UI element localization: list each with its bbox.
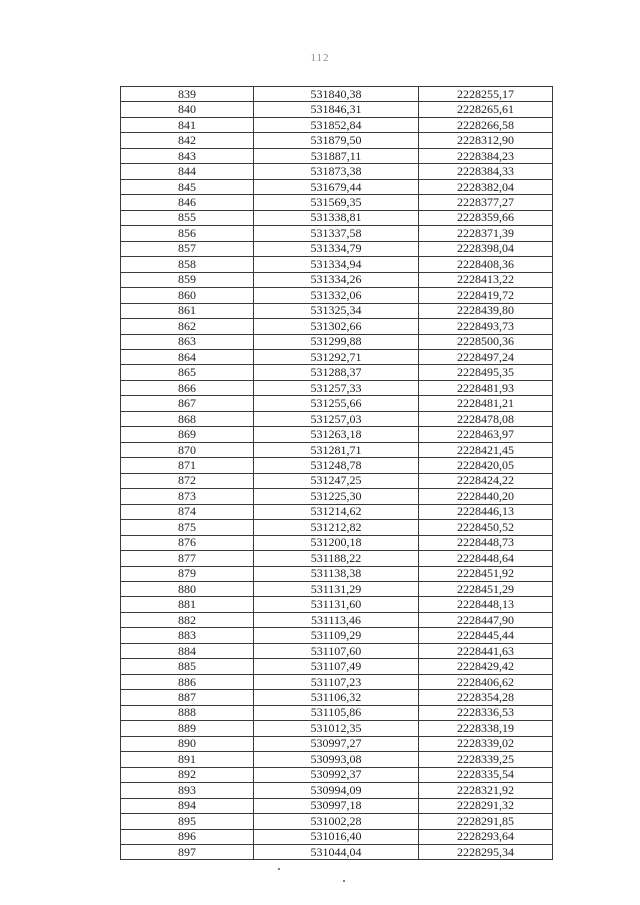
point-number-cell: 890 (121, 736, 254, 751)
y-coordinate-cell: 2228439,80 (419, 303, 553, 318)
x-coordinate-cell: 531113,46 (254, 612, 419, 627)
table-row (121, 257, 553, 272)
table-row (121, 319, 553, 334)
point-number-cell: 855 (121, 210, 254, 225)
y-coordinate-cell: 2228451,29 (419, 582, 553, 597)
y-coordinate-cell: 2228336,53 (419, 705, 553, 720)
table-row (121, 380, 553, 395)
x-coordinate-cell: 531334,94 (254, 257, 419, 272)
point-number-cell: 875 (121, 520, 254, 535)
y-coordinate-cell: 2228354,28 (419, 690, 553, 705)
table-row (121, 504, 553, 519)
table-row (121, 628, 553, 643)
point-number-cell: 886 (121, 674, 254, 689)
y-coordinate-cell: 2228293,64 (419, 829, 553, 844)
y-coordinate-cell: 2228493,73 (419, 319, 553, 334)
y-coordinate-cell: 2228440,20 (419, 489, 553, 504)
point-number-cell: 861 (121, 303, 254, 318)
x-coordinate-cell: 531107,49 (254, 659, 419, 674)
point-number-cell: 894 (121, 798, 254, 813)
point-number-cell: 843 (121, 148, 254, 163)
x-coordinate-cell: 531263,18 (254, 427, 419, 442)
table-row (121, 210, 553, 225)
y-coordinate-cell: 2228265,61 (419, 102, 553, 117)
y-coordinate-cell: 2228420,05 (419, 458, 553, 473)
point-number-cell: 871 (121, 458, 254, 473)
table-row (121, 179, 553, 194)
x-coordinate-cell: 531679,44 (254, 179, 419, 194)
table-row (121, 829, 553, 844)
table-row (121, 659, 553, 674)
x-coordinate-cell: 531292,71 (254, 349, 419, 364)
y-coordinate-cell: 2228441,63 (419, 643, 553, 658)
point-number-cell: 884 (121, 643, 254, 658)
y-coordinate-cell: 2228448,64 (419, 551, 553, 566)
x-coordinate-cell: 531337,58 (254, 226, 419, 241)
table-row (121, 411, 553, 426)
x-coordinate-cell: 531247,25 (254, 473, 419, 488)
table-row (121, 473, 553, 488)
x-coordinate-cell: 530997,27 (254, 736, 419, 751)
x-coordinate-cell: 531214,62 (254, 504, 419, 519)
x-coordinate-cell: 531200,18 (254, 535, 419, 550)
y-coordinate-cell: 2228335,54 (419, 767, 553, 782)
table-row (121, 705, 553, 720)
y-coordinate-cell: 2228497,24 (419, 349, 553, 364)
y-coordinate-cell: 2228421,45 (419, 442, 553, 457)
point-number-cell: 880 (121, 582, 254, 597)
table-row (121, 334, 553, 349)
point-number-cell: 882 (121, 612, 254, 627)
point-number-cell: 844 (121, 164, 254, 179)
x-coordinate-cell: 531106,32 (254, 690, 419, 705)
x-coordinate-cell: 531873,38 (254, 164, 419, 179)
y-coordinate-cell: 2228448,73 (419, 535, 553, 550)
table-row (121, 195, 553, 210)
x-coordinate-cell: 531188,22 (254, 551, 419, 566)
x-coordinate-cell: 531334,26 (254, 272, 419, 287)
y-coordinate-cell: 2228339,25 (419, 752, 553, 767)
x-coordinate-cell: 531852,84 (254, 117, 419, 132)
point-number-cell: 893 (121, 783, 254, 798)
x-coordinate-cell: 531569,35 (254, 195, 419, 210)
point-number-cell: 889 (121, 721, 254, 736)
table-row (121, 117, 553, 132)
point-number-cell: 892 (121, 767, 254, 782)
x-coordinate-cell: 531846,31 (254, 102, 419, 117)
y-coordinate-cell: 2228406,62 (419, 674, 553, 689)
x-coordinate-cell: 530993,08 (254, 752, 419, 767)
point-number-cell: 862 (121, 319, 254, 334)
y-coordinate-cell: 2228291,32 (419, 798, 553, 813)
point-number-cell: 891 (121, 752, 254, 767)
y-coordinate-cell: 2228384,23 (419, 148, 553, 163)
point-number-cell: 868 (121, 411, 254, 426)
x-coordinate-cell: 531016,40 (254, 829, 419, 844)
point-number-cell: 845 (121, 179, 254, 194)
point-number-cell: 876 (121, 535, 254, 550)
point-number-cell: 883 (121, 628, 254, 643)
page-number: 112 (310, 52, 330, 64)
y-coordinate-cell: 2228377,27 (419, 195, 553, 210)
x-coordinate-cell: 531257,33 (254, 380, 419, 395)
x-coordinate-cell: 531334,79 (254, 241, 419, 256)
table-row (121, 489, 553, 504)
point-number-cell: 866 (121, 380, 254, 395)
y-coordinate-cell: 2228382,04 (419, 179, 553, 194)
table-row (121, 612, 553, 627)
point-number-cell: 863 (121, 334, 254, 349)
x-coordinate-cell: 531044,04 (254, 844, 419, 859)
point-number-cell: 877 (121, 551, 254, 566)
table-row (121, 767, 553, 782)
table-row (121, 148, 553, 163)
y-coordinate-cell: 2228398,04 (419, 241, 553, 256)
table-row (121, 102, 553, 117)
point-number-cell: 841 (121, 117, 254, 132)
table-row (121, 226, 553, 241)
x-coordinate-cell: 531107,23 (254, 674, 419, 689)
point-number-cell: 842 (121, 133, 254, 148)
point-number-cell: 839 (121, 87, 254, 102)
point-number-cell: 887 (121, 690, 254, 705)
y-coordinate-cell: 2228291,85 (419, 814, 553, 829)
y-coordinate-cell: 2228255,17 (419, 87, 553, 102)
x-coordinate-cell: 530997,18 (254, 798, 419, 813)
y-coordinate-cell: 2228446,13 (419, 504, 553, 519)
x-coordinate-cell: 531248,78 (254, 458, 419, 473)
y-coordinate-cell: 2228424,22 (419, 473, 553, 488)
point-number-cell: 872 (121, 473, 254, 488)
y-coordinate-cell: 2228295,34 (419, 844, 553, 859)
x-coordinate-cell: 531302,66 (254, 319, 419, 334)
point-number-cell: 858 (121, 257, 254, 272)
point-number-cell: 859 (121, 272, 254, 287)
x-coordinate-cell: 531332,06 (254, 288, 419, 303)
scan-speck (343, 880, 345, 882)
table-row (121, 427, 553, 442)
x-coordinate-cell: 531325,34 (254, 303, 419, 318)
y-coordinate-cell: 2228429,42 (419, 659, 553, 674)
x-coordinate-cell: 531105,86 (254, 705, 419, 720)
point-number-cell: 865 (121, 365, 254, 380)
table-row (121, 551, 553, 566)
table-row (121, 643, 553, 658)
point-number-cell: 860 (121, 288, 254, 303)
x-coordinate-cell: 531012,35 (254, 721, 419, 736)
point-number-cell: 864 (121, 349, 254, 364)
table-row (121, 535, 553, 550)
y-coordinate-cell: 2228408,36 (419, 257, 553, 272)
point-number-cell: 897 (121, 844, 254, 859)
y-coordinate-cell: 2228321,92 (419, 783, 553, 798)
table-row (121, 458, 553, 473)
y-coordinate-cell: 2228413,22 (419, 272, 553, 287)
point-number-cell: 869 (121, 427, 254, 442)
y-coordinate-cell: 2228448,13 (419, 597, 553, 612)
point-number-cell: 856 (121, 226, 254, 241)
table-row (121, 566, 553, 581)
table-row (121, 133, 553, 148)
x-coordinate-cell: 531131,29 (254, 582, 419, 597)
point-number-cell: 857 (121, 241, 254, 256)
point-number-cell: 888 (121, 705, 254, 720)
y-coordinate-cell: 2228371,39 (419, 226, 553, 241)
x-coordinate-cell: 531138,38 (254, 566, 419, 581)
point-number-cell: 874 (121, 504, 254, 519)
table-row (121, 520, 553, 535)
y-coordinate-cell: 2228447,90 (419, 612, 553, 627)
table-row (121, 783, 553, 798)
table-row (121, 597, 553, 612)
y-coordinate-cell: 2228481,93 (419, 380, 553, 395)
x-coordinate-cell: 531225,30 (254, 489, 419, 504)
scan-speck (278, 868, 280, 870)
table-row (121, 164, 553, 179)
y-coordinate-cell: 2228419,72 (419, 288, 553, 303)
table-row (121, 396, 553, 411)
y-coordinate-cell: 2228266,58 (419, 117, 553, 132)
y-coordinate-cell: 2228463,97 (419, 427, 553, 442)
point-number-cell: 885 (121, 659, 254, 674)
x-coordinate-cell: 531002,28 (254, 814, 419, 829)
table-row (121, 690, 553, 705)
table-row (121, 582, 553, 597)
x-coordinate-cell: 531131,60 (254, 597, 419, 612)
table-row (121, 288, 553, 303)
table-row (121, 736, 553, 751)
y-coordinate-cell: 2228312,90 (419, 133, 553, 148)
y-coordinate-cell: 2228359,66 (419, 210, 553, 225)
y-coordinate-cell: 2228339,02 (419, 736, 553, 751)
x-coordinate-cell: 530992,37 (254, 767, 419, 782)
point-number-cell: 879 (121, 566, 254, 581)
point-number-cell: 840 (121, 102, 254, 117)
coordinates-table-body (121, 87, 553, 860)
y-coordinate-cell: 2228478,08 (419, 411, 553, 426)
x-coordinate-cell: 531212,82 (254, 520, 419, 535)
point-number-cell: 867 (121, 396, 254, 411)
y-coordinate-cell: 2228481,21 (419, 396, 553, 411)
table-row (121, 241, 553, 256)
table-row (121, 752, 553, 767)
x-coordinate-cell: 531288,37 (254, 365, 419, 380)
table-row (121, 303, 553, 318)
x-coordinate-cell: 531879,50 (254, 133, 419, 148)
table-row (121, 349, 553, 364)
point-number-cell: 896 (121, 829, 254, 844)
x-coordinate-cell: 531281,71 (254, 442, 419, 457)
table-row (121, 674, 553, 689)
y-coordinate-cell: 2228500,36 (419, 334, 553, 349)
y-coordinate-cell: 2228338,19 (419, 721, 553, 736)
x-coordinate-cell: 531299,88 (254, 334, 419, 349)
point-number-cell: 873 (121, 489, 254, 504)
table-row (121, 798, 553, 813)
x-coordinate-cell: 531338,81 (254, 210, 419, 225)
table-row (121, 442, 553, 457)
table-row (121, 814, 553, 829)
table-row (121, 365, 553, 380)
y-coordinate-cell: 2228384,33 (419, 164, 553, 179)
x-coordinate-cell: 531257,03 (254, 411, 419, 426)
table-row (121, 87, 553, 102)
y-coordinate-cell: 2228445,44 (419, 628, 553, 643)
table-row (121, 272, 553, 287)
point-number-cell: 881 (121, 597, 254, 612)
point-number-cell: 846 (121, 195, 254, 210)
point-number-cell: 895 (121, 814, 254, 829)
point-number-cell: 870 (121, 442, 254, 457)
y-coordinate-cell: 2228450,52 (419, 520, 553, 535)
x-coordinate-cell: 531107,60 (254, 643, 419, 658)
x-coordinate-cell: 531887,11 (254, 148, 419, 163)
y-coordinate-cell: 2228495,35 (419, 365, 553, 380)
x-coordinate-cell: 531840,38 (254, 87, 419, 102)
y-coordinate-cell: 2228451,92 (419, 566, 553, 581)
coordinates-table (120, 86, 553, 860)
table-row (121, 844, 553, 859)
table-row (121, 721, 553, 736)
x-coordinate-cell: 531109,29 (254, 628, 419, 643)
x-coordinate-cell: 530994,09 (254, 783, 419, 798)
x-coordinate-cell: 531255,66 (254, 396, 419, 411)
